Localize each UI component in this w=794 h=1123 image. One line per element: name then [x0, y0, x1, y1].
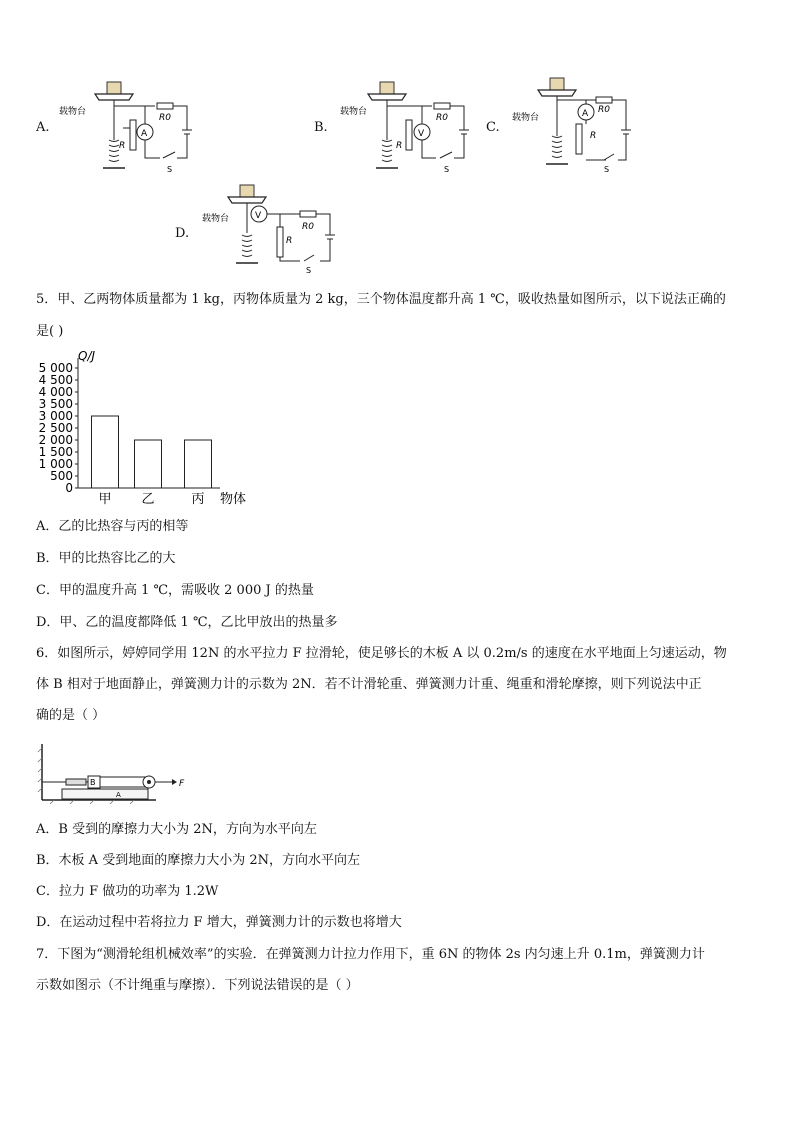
platform-label-c: 载物台 — [512, 113, 540, 123]
y-tick-label: 2 500 — [38, 421, 73, 435]
voltmeter-symbol: V — [418, 129, 425, 139]
circuit-diagram-c — [510, 76, 640, 176]
svg-text:R0: R0 — [598, 105, 610, 115]
svg-text:R: R — [590, 131, 597, 141]
option-b-label: B. — [314, 120, 328, 135]
y-tick-label: 3 500 — [38, 397, 73, 411]
svg-text:R0: R0 — [159, 113, 171, 123]
category-label: 甲 — [98, 492, 112, 507]
svg-text:R: R — [396, 141, 403, 151]
svg-text:S: S — [306, 266, 312, 273]
board-a-label: A — [116, 791, 121, 799]
y-tick-label: 500 — [50, 469, 73, 483]
q5-stem-line2: 是( ) — [36, 324, 64, 339]
platform-label-d: 载物台 — [202, 214, 230, 224]
q6-stem-line1: 6．如图所示，婷婷同学用 12N 的水平拉力 F 拉滑轮，使足够长的木板 A 以 0.2m/s 的速度在水平地面上匀速运动，物 — [36, 646, 727, 661]
svg-text:S: S — [604, 165, 610, 174]
bar — [185, 440, 212, 488]
circuit-diagram-b — [336, 80, 486, 180]
category-label: 丙 — [191, 492, 205, 507]
y-tick-label: 1 000 — [38, 457, 73, 471]
bar — [92, 416, 119, 488]
platform-label-b: 载物台 — [340, 107, 368, 117]
y-axis-title: Q/J — [78, 349, 96, 363]
q5-option-a[interactable]: A．乙的比热容与丙的相等 — [36, 519, 189, 534]
q6-option-a[interactable]: A．B 受到的摩擦力大小为 2N，方向为水平向左 — [36, 822, 317, 837]
y-tick-label: 4 000 — [38, 385, 73, 399]
svg-text:R0: R0 — [302, 222, 314, 232]
force-f-label: F — [179, 779, 185, 789]
y-tick-label: 5 000 — [38, 361, 73, 375]
svg-text:A: A — [582, 109, 589, 119]
q7-stem-line2: 示数如图示（不计绳重与摩擦）．下列说法错误的是（ ） — [36, 978, 359, 993]
q6-option-c[interactable]: C．拉力 F 做功的功率为 1.2W — [36, 884, 219, 899]
y-tick-label: 1 500 — [38, 445, 73, 459]
block-b-label: B — [90, 778, 96, 787]
svg-text:R: R — [119, 141, 126, 151]
svg-text:S: S — [167, 165, 173, 174]
q5-option-d[interactable]: D．甲、乙的温度都降低 1 ℃，乙比甲放出的热量多 — [36, 615, 338, 630]
x-axis-title: 物体 — [220, 492, 247, 507]
q5-option-c[interactable]: C．甲的温度升高 1 ℃，需吸收 2 000 J 的热量 — [36, 583, 314, 598]
heat-bar-chart — [30, 346, 260, 510]
circuit-diagram-a — [55, 80, 205, 180]
q7-stem-line1: 7．下图为“测滑轮组机械效率”的实验．在弹簧测力计拉力作用下，重 6N 的物体 2s 内匀速上升 0.1m，弹簧测力计 — [36, 947, 705, 962]
option-a-label: A. — [36, 120, 50, 135]
option-c-label: C. — [486, 120, 500, 135]
q6-stem-line2: 体 B 相对于地面静止，弹簧测力计的示数为 2N．若不计滑轮重、弹簧测力计重、绳重和滑轮摩擦，则下列说法中正 — [36, 677, 702, 692]
circuit-diagram-d — [200, 183, 350, 273]
q6-stem-line3: 确的是（ ） — [36, 708, 106, 723]
q6-option-d[interactable]: D．在运动过程中若将拉力 F 增大，弹簧测力计的示数也将增大 — [36, 915, 402, 930]
ammeter-symbol: A — [141, 129, 148, 139]
platform-label-a: 载物台 — [59, 107, 87, 117]
option-d-label: D. — [175, 226, 190, 241]
svg-text:V: V — [255, 211, 262, 221]
q5-option-b[interactable]: B．甲的比热容比乙的大 — [36, 551, 176, 566]
svg-text:S: S — [444, 165, 450, 174]
svg-text:R: R — [286, 236, 293, 246]
pulley-board-diagram — [36, 742, 196, 804]
q6-option-b[interactable]: B．木板 A 受到地面的摩擦力大小为 2N，方向水平向左 — [36, 853, 360, 868]
bar — [135, 440, 162, 488]
q5-stem-line1: 5．甲、乙两物体质量都为 1 kg，丙物体质量为 2 kg，三个物体温度都升高 1 ℃，吸收热量如图所示，以下说法正确的 — [36, 292, 726, 307]
y-tick-label: 3 000 — [38, 409, 73, 423]
y-tick-label: 2 000 — [38, 433, 73, 447]
category-label: 乙 — [141, 492, 155, 507]
y-tick-label: 0 — [65, 481, 73, 495]
svg-text:R0: R0 — [436, 113, 448, 123]
y-tick-label: 4 500 — [38, 373, 73, 387]
